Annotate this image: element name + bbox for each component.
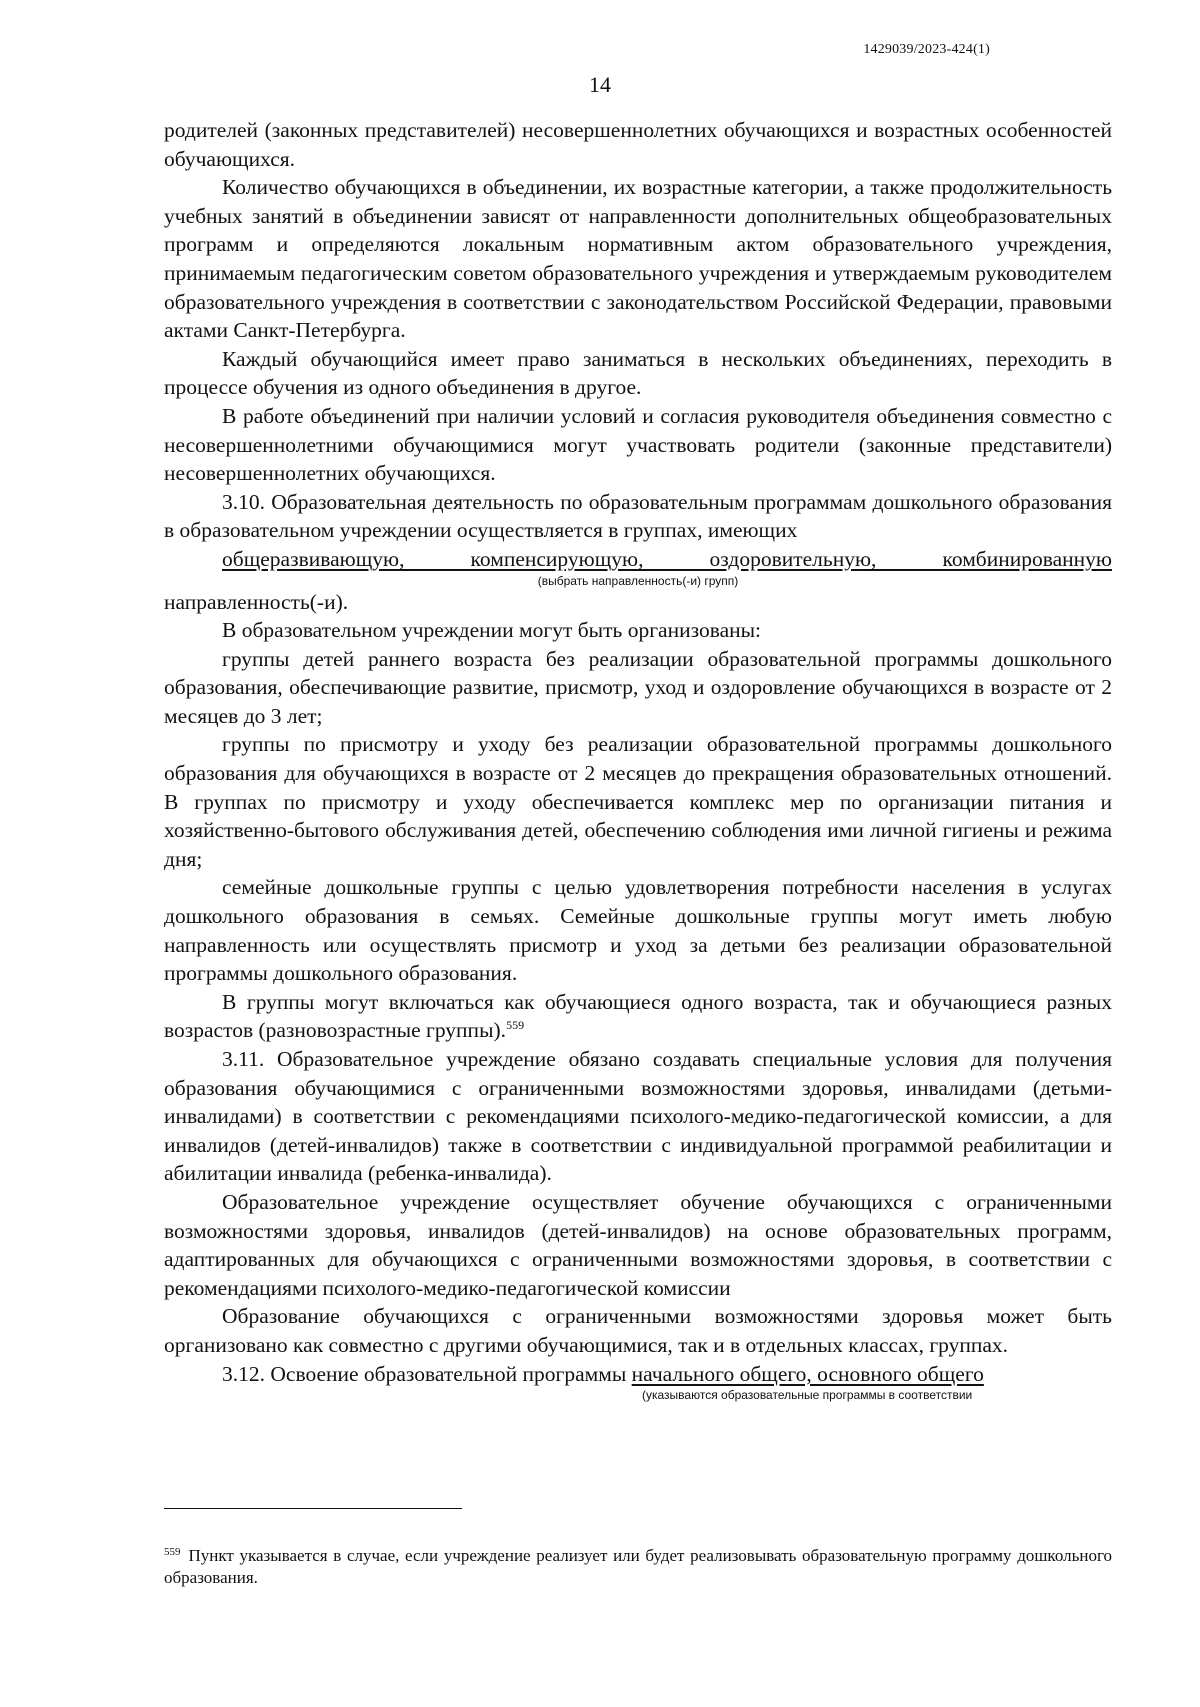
section-3-12 bbox=[164, 1360, 1112, 1389]
programs-underlined: начального общего, основного общего bbox=[631, 1361, 984, 1386]
section-3-10-text: 3.10. Образовательная деятельность по образовательным программам дошкольного образования в образовательном учреждении осуществляется в группах, имеющих bbox=[164, 489, 1112, 543]
footnote-text: Пункт указывается в случае, если учреждение реализует или будет реализовывать образовательную программу дошкольного образования. bbox=[164, 1546, 1112, 1587]
paragraph: Образовательное учреждение осуществляет обучение обучающихся с ограниченными возможностями здоровья, инвалидов (детей-инвалидов) на основе образовательных программ, адаптированных для обучающихся с ограниченными возможностями здоровья, в соответствии с рекомендациями психолого-медико-педагогической комиссии bbox=[164, 1189, 1112, 1300]
document-number: 1429039/2023-424(1) bbox=[863, 42, 990, 57]
paragraph-with-footnote-ref bbox=[164, 988, 1112, 1045]
paragraph: В работе объединений при наличии условий и согласия руководителя объединения совместно с несовершеннолетними обучающимися могут участвовать родители (законные представители) несовершеннолетних обучающихся. bbox=[164, 403, 1112, 486]
programs-hint: (указываются образовательные программы в соответствии bbox=[642, 1388, 973, 1403]
paragraph: группы детей раннего возраста без реализации образовательной программы дошкольного образования, обеспечивающие развитие, присмотр, уход и оздоровление обучающихся в возрасте от 2 месяцев до 3 лет; bbox=[164, 646, 1112, 728]
footnote-reference: 559 bbox=[506, 1018, 525, 1033]
paragraph: Образование обучающихся с ограниченными возможностями здоровья может быть организовано как совместно с другими обучающимися, так и в отдельных классах, группах. bbox=[164, 1304, 1112, 1357]
paragraph: В образовательном учреждении могут быть организованы: bbox=[222, 618, 762, 643]
section-3-12-text: 3.12. Освоение образовательной программы bbox=[222, 1361, 632, 1386]
paragraph: Каждый обучающийся имеет право заниматься в нескольких объединениях, переходить в процессе обучения из одного объединения в другое. bbox=[164, 346, 1112, 400]
paragraph: Количество обучающихся в объединении, их возрастные категории, а также продолжительность учебных занятий в объединении зависят от направленности дополнительных общеобразовательных программ и определяются локальным нормативным актом образовательного учреждения, принимаемым педагогическим советом образовательного учреждения и утверждаемым руководителем образовательного учреждения в соответствии с законодательством Российской Федерации, правовыми актами Санкт-Петербурга. bbox=[164, 175, 1112, 343]
footnote-mark: 559 bbox=[164, 1546, 181, 1558]
paragraph: семейные дошкольные группы с целью удовлетворения потребности населения в услугах дошкольного образования в семьях. Семейные дошкольные группы могут иметь любую направленность или осуществлять присмотр и уход за детьми без реализации образовательной программы дошкольного образования. bbox=[164, 875, 1112, 986]
paragraph-text: В группы могут включаться как обучающиеся одного возраста, так и обучающиеся разных возрастов (разновозрастные группы). bbox=[164, 989, 1112, 1043]
paragraph: направленность(-и). bbox=[164, 589, 349, 614]
group-types-hint: (выбрать направленность(-и) групп) bbox=[537, 573, 739, 588]
section-3-10 bbox=[164, 488, 1112, 574]
footnote bbox=[164, 1545, 1112, 1589]
footnote-divider bbox=[164, 1508, 462, 1509]
paragraph: родителей (законных представителей) несовершеннолетних обучающихся и возрастных особенностей обучающихся. bbox=[164, 118, 1112, 171]
section-3-11: 3.11. Образовательное учреждение обязано создавать специальные условия для получения образования обучающимися с ограниченными возможностями здоровья, инвалидами (детьми-инвалидами) в соответствии с рекомендациями психолого-медико-педагогической комиссии, а для инвалидов (детей-инвалидов) также в соответствии с индивидуальной программой реабилитации и абилитации инвалида (ребенка-инвалида). bbox=[164, 1047, 1112, 1186]
page-number: 14 bbox=[589, 72, 611, 97]
paragraph: группы по присмотру и уходу без реализации образовательной программы дошкольного образования для обучающихся в возрасте от 2 месяцев до прекращения образовательных отношений. В группах по присмотру и уходу обеспечивается комплекс мер по организации питания и хозяйственно-бытового обслуживания детей, обеспечению соблюдения ими личной гигиены и режима дня; bbox=[164, 732, 1112, 871]
body-text bbox=[164, 116, 1112, 1402]
group-types-underlined: общеразвивающую, компенсирующую, оздоровительную, комбинированную bbox=[222, 546, 1112, 571]
